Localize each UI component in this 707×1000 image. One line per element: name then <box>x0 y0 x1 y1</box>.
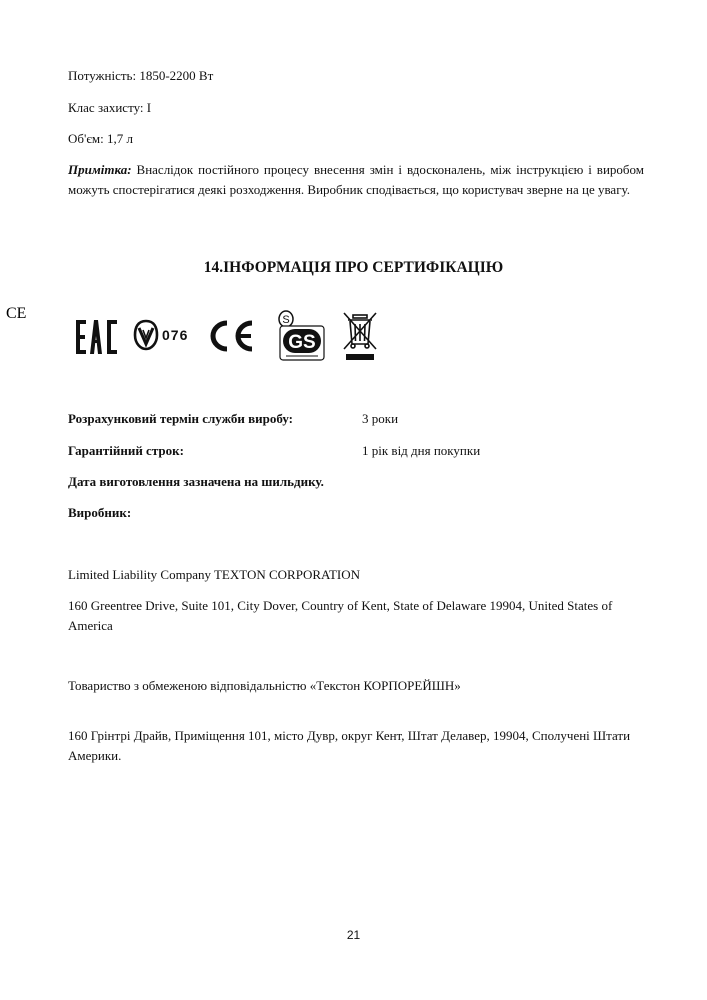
manufacturer-label: Виробник: <box>68 505 132 520</box>
ua-mark-number: 076 <box>162 327 189 343</box>
ua-conformity-icon <box>132 318 160 352</box>
manufacture-date-note: Дата виготовлення зазначена на шильдику. <box>68 474 324 489</box>
gs-text: GS <box>288 332 316 353</box>
manufacturer-name-en: Limited Liability Company TEXTON CORPORATION <box>68 567 361 582</box>
note-label: Примітка: <box>68 162 132 177</box>
note-text: Внаслідок постійного процесу внесення змін і вдосконалень, між інструкцією і виробом можуть спостерігатися деякі розходження. Виробник сподівається, що користувач зверне на це увагу. <box>68 162 644 197</box>
weee-bin-icon <box>340 310 380 362</box>
eac-mark-icon <box>76 318 120 356</box>
gs-s-letter: S <box>282 314 290 326</box>
gs-mark-icon <box>274 308 328 362</box>
power-spec: Потужність: 1850-2200 Вт <box>68 68 214 83</box>
ce-text: CE <box>6 305 27 322</box>
manufacturer-address-ua: 160 Грінтрі Драйв, Приміщення 101, місто Дувр, округ Кент, Штат Делавер, 19904, Сполучені Штати Америки. <box>68 728 631 763</box>
note-paragraph <box>68 160 644 200</box>
service-life-label: Розрахунковий термін служби виробу: <box>68 411 293 426</box>
service-life-value: 3 роки <box>362 411 399 426</box>
warranty-value: 1 рік від дня покупки <box>362 443 481 458</box>
section-title: 14.ІНФОРМАЦІЯ ПРО СЕРТИФІКАЦІЮ <box>203 259 504 276</box>
page-number: 21 <box>346 928 361 942</box>
volume-spec: Об'єм: 1,7 л <box>68 131 133 146</box>
warranty-label: Гарантійний строк: <box>68 443 184 458</box>
certification-logos <box>6 305 390 366</box>
manufacturer-name-ua: Товариство з обмеженою відповідальністю «Текстон КОРПОРЕЙШН» <box>68 678 461 693</box>
protection-class-spec: Клас захисту: I <box>68 100 152 115</box>
manufacturer-address-en: 160 Greentree Drive, Suite 101, City Dover, Country of Kent, State of Delaware 19904, United States of America <box>68 598 613 633</box>
